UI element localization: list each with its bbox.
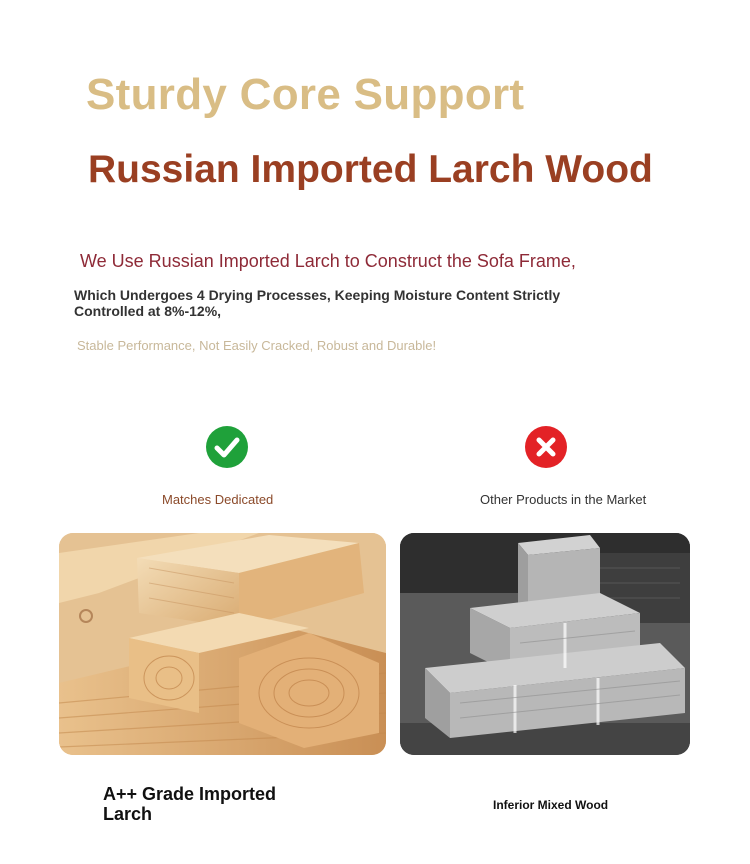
caption-matches-dedicated: Matches Dedicated <box>162 492 274 507</box>
mixed-wood-photo <box>400 533 690 755</box>
page-subtitle: Russian Imported Larch Wood <box>88 148 653 191</box>
larch-wood-photo <box>59 533 386 755</box>
check-icon <box>206 426 248 468</box>
label-mixed-wood: Inferior Mixed Wood <box>493 798 609 812</box>
cross-icon <box>525 426 567 468</box>
page-title: Sturdy Core Support <box>86 70 525 119</box>
intro-description: Which Undergoes 4 Drying Processes, Keeping Moisture Content Strictly Controlled at 8%-12%, <box>74 287 561 319</box>
label-grade-larch: A++ Grade Imported Larch <box>103 784 277 824</box>
caption-other-products: Other Products in the Market <box>480 492 647 507</box>
intro-tagline: Stable Performance, Not Easily Cracked, Robust and Durable! <box>77 338 437 353</box>
intro-headline: We Use Russian Imported Larch to Construct the Sofa Frame, <box>80 251 576 271</box>
